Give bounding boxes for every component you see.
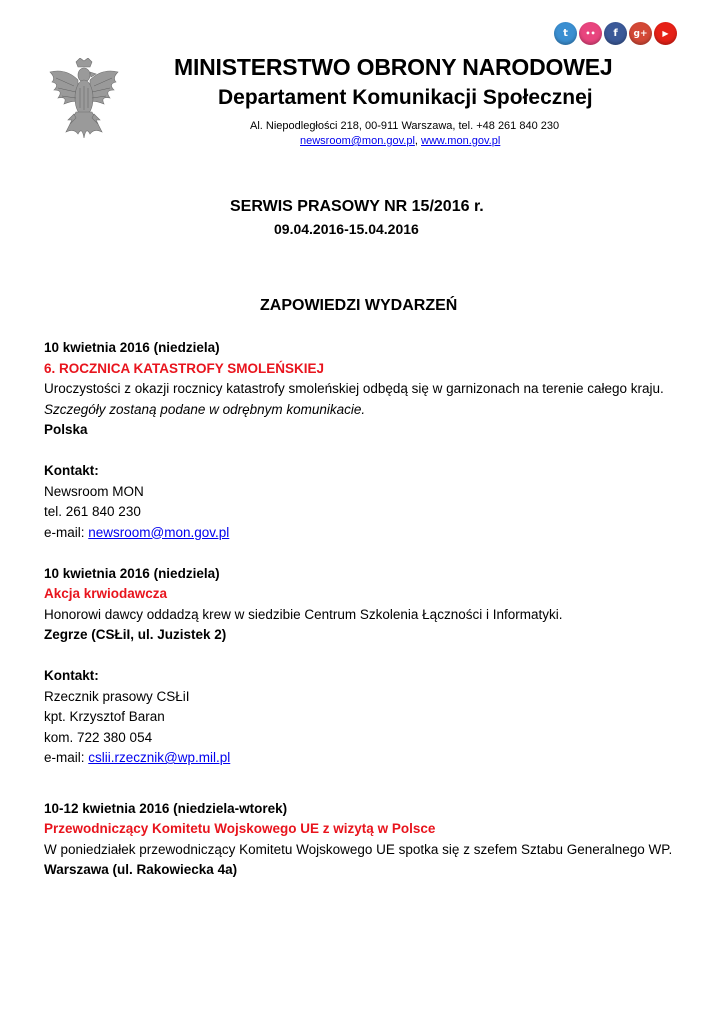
events-list: [44, 338, 704, 881]
press-service-dates: 09.04.2016-15.04.2016: [274, 221, 419, 237]
event-description: Honorowi dawcy oddadzą krew w siedzibie Centrum Szkolenia Łączności i Informatyki.: [44, 606, 563, 622]
event-title: Akcja krwiodawcza: [44, 586, 168, 601]
social-icons: [554, 22, 677, 45]
contact-email-link[interactable]: newsroom@mon.gov.pl: [88, 524, 230, 540]
contact-person: kpt. Krzysztof Baran: [44, 709, 165, 724]
contact-label: Kontakt:: [44, 668, 99, 683]
contact-email-label: e-mail:: [44, 524, 89, 540]
flickr-icon[interactable]: ••: [579, 22, 602, 45]
website-link[interactable]: www.mon.gov.pl: [421, 135, 501, 147]
event-date: 10 kwietnia 2016 (niedziela): [44, 565, 220, 581]
contact-links: [300, 135, 500, 147]
google-plus-icon[interactable]: g+: [629, 22, 652, 45]
event-date: 10-12 kwietnia 2016 (niedziela-wtorek): [44, 800, 288, 816]
ministry-title: MINISTERSTWO OBRONY NARODOWEJ: [174, 54, 613, 80]
twitter-icon[interactable]: t: [554, 22, 577, 45]
contact-label: Kontakt:: [44, 463, 99, 478]
eagle-emblem-icon: [46, 58, 122, 140]
event-location: Zegrze (CSŁiI, ul. Juzistek 2): [44, 627, 227, 642]
contact-name: Newsroom MON: [44, 483, 144, 499]
contact-email-link[interactable]: cslii.rzecznik@wp.mil.pl: [88, 750, 231, 765]
newsroom-email-link[interactable]: newsroom@mon.gov.pl: [300, 135, 415, 147]
facebook-icon[interactable]: f: [604, 22, 627, 45]
contact-email-row: [44, 748, 704, 769]
event-location: Polska: [44, 422, 88, 437]
contact-phone: tel. 261 840 230: [44, 504, 141, 519]
department-title: Departament Komunikacji Społecznej: [218, 86, 593, 109]
contact-email-row: [44, 523, 704, 544]
event-date: 10 kwietnia 2016 (niedziela): [44, 340, 220, 355]
contact-email-label: e-mail:: [44, 750, 89, 765]
event-description: W poniedziałek przewodniczący Komitetu Wojskowego UE spotka się z szefem Sztabu Generalnego WP.: [44, 841, 673, 857]
contact-phone: kom. 722 380 054: [44, 729, 153, 745]
link-separator: ,: [414, 135, 422, 147]
event-location: Warszawa (ul. Rakowiecka 4a): [44, 862, 238, 877]
event-title: Przewodniczący Komitetu Wojskowego UE z wizytą w Polsce: [44, 821, 436, 836]
event-description: Uroczystości z okazji rocznicy katastrofy smoleńskiej odbędą się w garnizonach na terenie całego kraju.: [44, 381, 664, 396]
press-service-title: SERWIS PRASOWY NR 15/2016 r.: [230, 198, 484, 215]
youtube-icon[interactable]: ▶: [654, 22, 677, 45]
contact-name: Rzecznik prasowy CSŁiI: [44, 688, 190, 704]
event-title: 6. ROCZNICA KATASTROFY SMOLEŃSKIEJ: [44, 360, 325, 376]
section-title: ZAPOWIEDZI WYDARZEŃ: [260, 297, 458, 314]
address-line: Al. Niepodległości 218, 00-911 Warszawa, tel. +48 261 840 230: [250, 120, 560, 132]
event-note: Szczegóły zostaną podane w odrębnym komunikacie.: [44, 401, 366, 417]
